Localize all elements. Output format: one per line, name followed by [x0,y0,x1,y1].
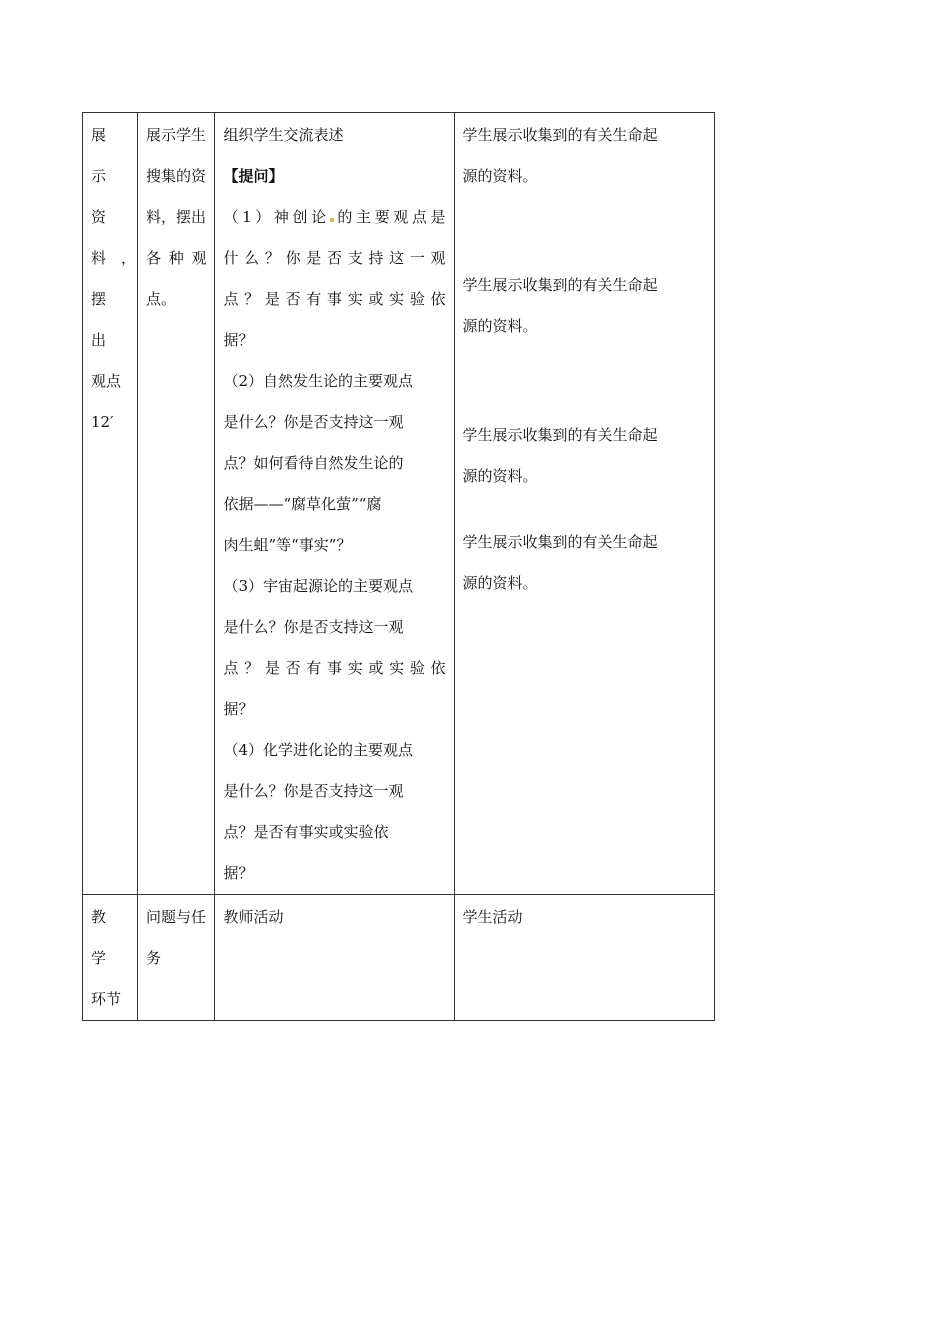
question-3-line: 据？ [223,700,254,718]
spacer [463,497,706,522]
header-task-cell [138,895,215,1021]
header-teacher-label: 教师活动 [223,908,284,926]
question-3-line: （3）宇宙起源论的主要观点 [223,577,413,595]
question-2-line: 是什么？你是否支持这一观 [223,413,404,431]
student-line: 源的资料。 [462,467,538,485]
stage-line: 摆 出 [91,290,122,349]
question-4-line: 据？ [223,864,254,882]
student-line: 学生展示收集到的有关生命起 [462,126,658,144]
student-line: 学生展示收集到的有关生命起 [462,426,658,444]
question-1-line: 什么？你是否支持这一观 [223,249,446,267]
question-1-line: 据？ [223,331,254,349]
teacher-activity-cell [215,113,454,895]
stage-line: 资 [91,208,107,226]
question-tag: 【提问】 [223,167,284,185]
student-line: 源的资料。 [462,574,538,592]
task-line: 各 种 观 [146,249,207,267]
header-stage-line: 环节 [91,990,122,1008]
student-line: 源的资料。 [462,167,538,185]
stage-line: 12′ [91,413,114,431]
question-4-line: 点？是否有事实或实验依 [223,823,389,841]
question-4-line: （4）化学进化论的主要观点 [223,741,413,759]
student-activity-cell [454,113,714,895]
question-2-line: 点？如何看待自然发生论的 [223,454,404,472]
student-line: 源的资料。 [462,317,538,335]
table-row [83,895,715,1021]
stage-line: 料 ， [91,249,137,267]
header-task-line: 问题与任 [146,908,207,926]
lesson-plan-table [82,112,715,1021]
student-line: 学生展示收集到的有关生命起 [462,276,658,294]
task-cell [138,113,215,895]
header-student-label: 学生活动 [462,908,523,926]
task-line: 点。 [146,290,177,308]
teacher-intro: 组织学生交流表述 [223,126,344,144]
spacer [463,347,706,415]
header-teacher-cell [215,895,454,1021]
question-1-line [223,197,445,238]
question-2-line: （2）自然发生论的主要观点 [223,372,413,390]
question-4-line: 是什么？你是否支持这一观 [223,782,404,800]
question-3-line: 点？是否有事实或实验依 [223,659,446,677]
stage-line: 观点 [91,372,122,390]
spacer [463,197,706,265]
stage-line: 展 示 [91,126,122,185]
question-2-line: 依据——“腐草化萤”“腐 [223,495,382,513]
header-stage-line: 教 学 [91,908,122,967]
stage-cell [83,113,138,895]
header-task-line: 务 [146,949,162,967]
table-row [83,113,715,895]
task-line: 料，摆出 [146,208,207,226]
header-stage-cell [83,895,138,1021]
question-3-line: 是什么？你是否支持这一观 [223,618,404,636]
task-line: 展示学生 [146,126,207,144]
question-2-line: 肉生蛆”等“事实”？ [223,536,352,554]
header-student-cell [454,895,714,1021]
question-1-head: （1）神创论 [223,208,330,226]
question-1-tail: 的主要观点是 [333,208,446,226]
task-line: 搜集的资 [146,167,207,185]
student-line: 学生展示收集到的有关生命起 [462,533,658,551]
question-1-line: 点？是否有事实或实验依 [223,290,446,308]
